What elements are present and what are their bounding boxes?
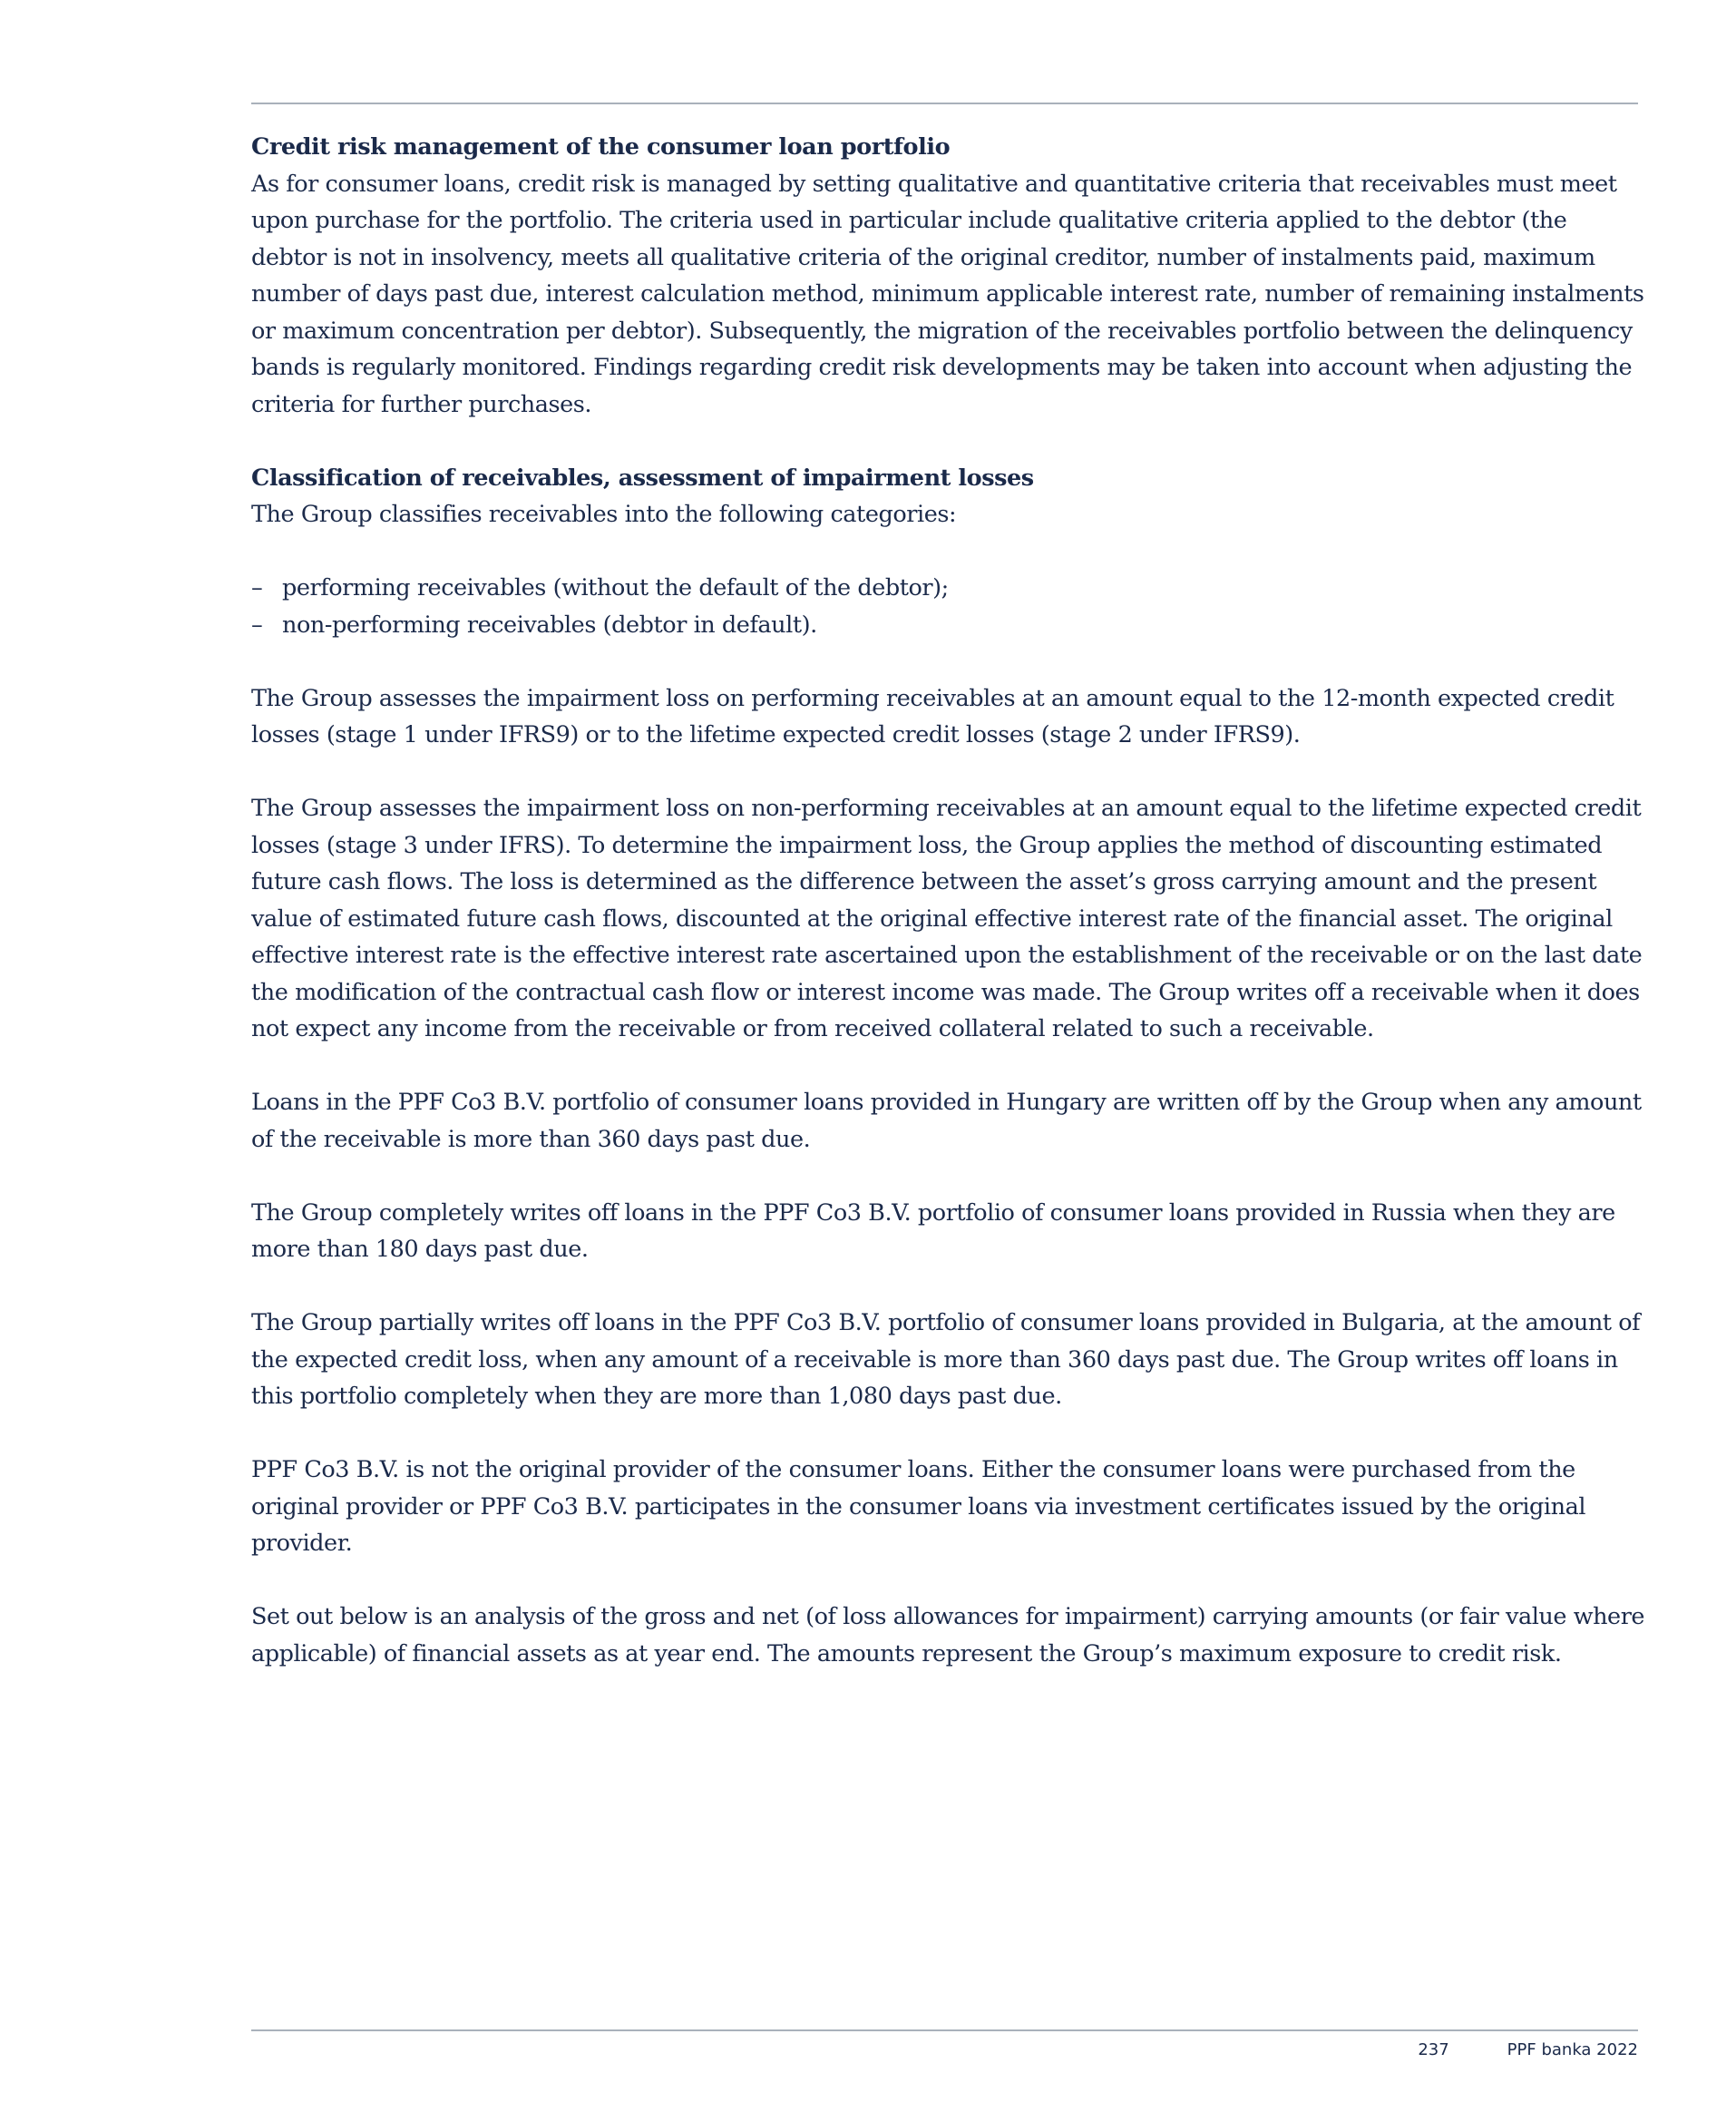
list-item [251, 607, 1648, 644]
classification-intro: The Group classifies receivables into the following categories: [251, 501, 957, 528]
paragraph-original-provider: PPF Co3 B.V. is not the original provider of the consumer loans. Either the consumer loans were purchased from the original provider or PPF Co3 B.V. participates in the consumer loans via investment certificates issued by the original provider. [251, 1456, 1586, 1557]
paragraph-bulgaria: The Group partially writes off loans in the PPF Co3 B.V. portfolio of consumer loans provided in Bulgaria, at the amount of the expected credit loss, when any amount of a receivable is more than 360 days past due. The Group writes off loans in this portfolio completely when they are more than 1,080 days past due. [251, 1309, 1641, 1410]
list-item [251, 570, 1648, 607]
page-content [251, 129, 1648, 1709]
section-classification [251, 460, 1648, 533]
list-item-text: performing receivables (without the default of the debtor); [282, 574, 949, 601]
section-paragraph-credit-risk: As for consumer loans, credit risk is managed by setting qualitative and quantitative criteria that receivables must meet upon purchase for the portfolio. The criteria used in particular include qualitative criteria applied to the debtor (the debtor is not in insolvency, meets all qualitative criteria of the original creditor, number of instalments paid, maximum number of days past due, interest calculation method, minimum applicable interest rate, number of remaining instalments or maximum concentration per debtor). Subsequently, the migration of the receivables portfolio between the delinquency bands is regularly monitored. Findings regarding credit risk developments may be taken into account when adjusting the criteria for further purchases. [251, 170, 1644, 418]
top-divider [251, 103, 1638, 104]
page-footer [1418, 2039, 1638, 2061]
section-heading-credit-risk: Credit risk management of the consumer loan portfolio [251, 133, 951, 161]
publication-title: PPF banka 2022 [1507, 2040, 1638, 2059]
list-item-text: non-performing receivables (debtor in default). [282, 611, 817, 639]
section-credit-risk [251, 129, 1648, 423]
bullet-dash: – [251, 574, 263, 601]
page-number: 237 [1418, 2040, 1449, 2059]
paragraph-non-performing: The Group assesses the impairment loss on non-performing receivables at an amount equal to the lifetime expected credit losses (stage 3 under IFRS). To determine the impairment loss, the Group applies the method of discounting estimated future cash flows. The loss is determined as the difference between the asset’s gross carrying amount and the present value of estimated future cash flows, discounted at the original effective interest rate of the financial asset. The original effective interest rate is the effective interest rate ascertained upon the establishment of the receivable or on the last date the modification of the contractual cash flow or interest income was made. The Group writes off a receivable when it does not expect any income from the receivable or from received collateral related to such a receivable. [251, 795, 1643, 1042]
bottom-divider [251, 2029, 1638, 2031]
paragraph-analysis-intro: Set out below is an analysis of the gross and net (of loss allowances for impairment) carrying amounts (or fair value where applicable) of financial assets as at year end. The amounts represent the Group’s maximum exposure to credit risk. [251, 1603, 1645, 1667]
bullet-dash: – [251, 611, 263, 639]
category-list [251, 570, 1648, 643]
paragraph-russia: The Group completely writes off loans in the PPF Co3 B.V. portfolio of consumer loans provided in Russia when they are more than 180 days past due. [251, 1198, 1615, 1263]
paragraph-performing: The Group assesses the impairment loss on performing receivables at an amount equal to the 12-month expected credit losses (stage 1 under IFRS9) or to the lifetime expected credit losses (stage 2 under IFRS9). [251, 684, 1614, 748]
section-heading-classification: Classification of receivables, assessment of impairment losses [251, 464, 1034, 492]
paragraph-hungary: Loans in the PPF Co3 B.V. portfolio of consumer loans provided in Hungary are written off by the Group when any amount of the receivable is more than 360 days past due. [251, 1089, 1642, 1153]
